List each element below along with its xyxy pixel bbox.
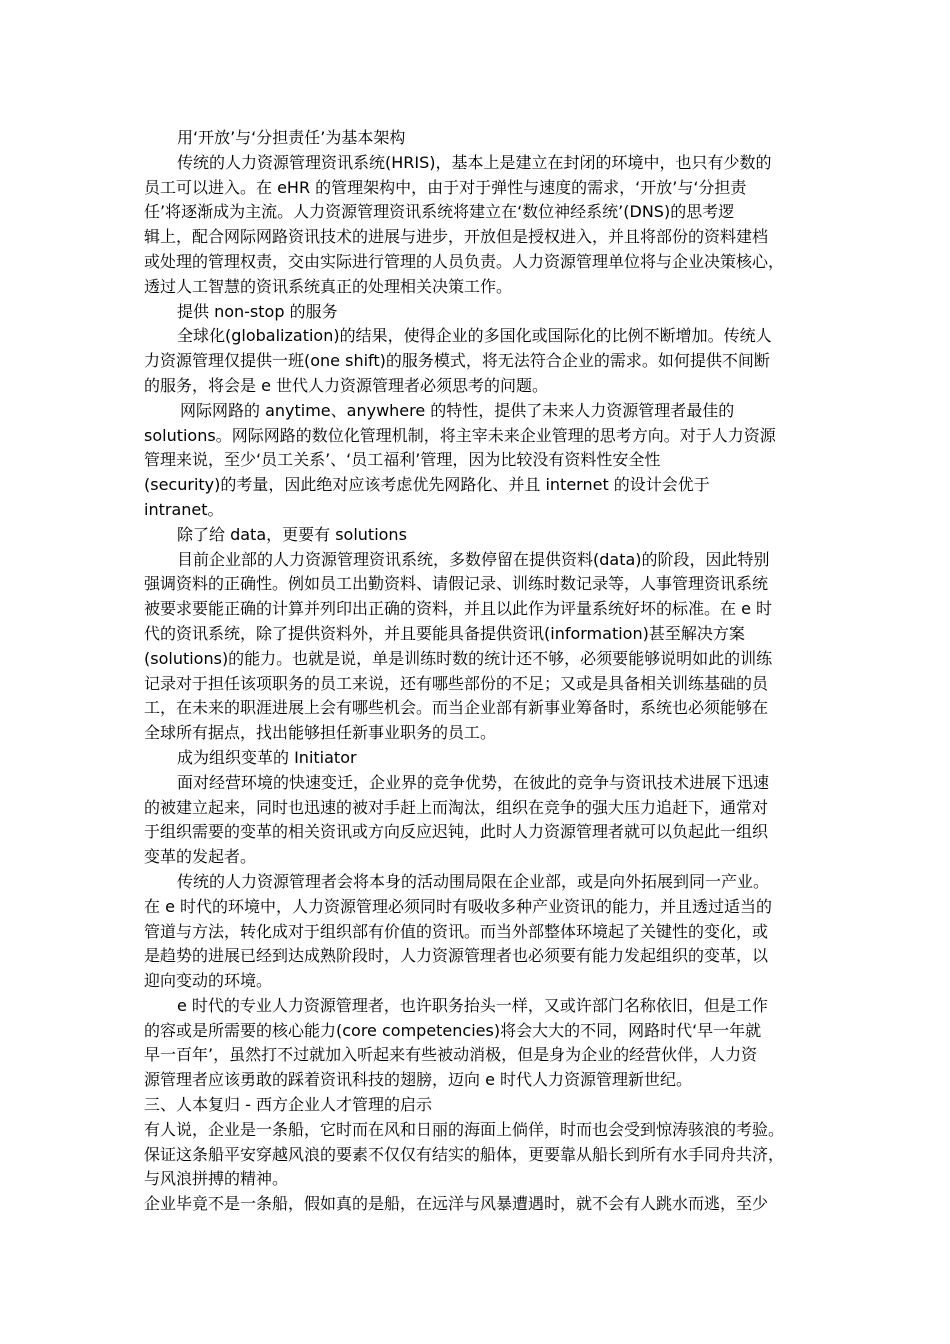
paragraph-line: 全球所有据点，找出能够担任新事业职务的员工。 <box>144 723 497 743</box>
paragraph-line: (solutions)的能力。也就是说，单是训练时数的统计还不够，必须要能够说明如此的训练 <box>144 648 773 668</box>
paragraph-line: 管理来说，至少‘员工关系’、‘员工福利’管理，因为比较没有资料性安全性 <box>144 450 661 470</box>
paragraph-line: 任’将逐渐成为主流。人力资源管理资讯系统将建立在‘数位神经系统’(DNS)的思考逻 <box>144 202 735 222</box>
paragraph-line: 的被建立起来，同时也迅速的被对手赶上而淘汰，组织在竞争的强大压力追赶下，通常对 <box>144 797 769 817</box>
paragraph-line: 早一百年’，虽然打不过就加入听起来有些被动消极，但是身为企业的经营伙伴，人力资 <box>144 1045 758 1065</box>
paragraph-line: 管道与方法，转化成对于组织部有价值的资讯。而当外部整体环境起了关键性的变化，或 <box>144 921 769 941</box>
section-heading-part-three: 三、人本复归 - 西方企业人才管理的启示 <box>144 1095 432 1115</box>
paragraph-line: (security)的考量，因此绝对应该考虑优先网路化、并且 internet 的设计会优于 <box>144 475 710 495</box>
paragraph-line: 源管理者应该勇敢的踩着资讯科技的翅膀，迈向 e 时代人力资源管理新世纪。 <box>144 1070 693 1090</box>
paragraph-line: intranet。 <box>144 499 224 519</box>
paragraph-line: 传统的人力资源管理资讯系统(HRIS)，基本上是建立在封闭的环境中，也只有少数的 <box>177 152 772 172</box>
paragraph-line: 的容或是所需要的核心能力(core competencies)将会大大的不同，网路时代‘早一年就 <box>144 1020 762 1040</box>
paragraph-line: 目前企业部的人力资源管理资讯系统，多数停留在提供资料(data)的阶段，因此特别 <box>177 549 770 569</box>
paragraph-line: e 时代的专业人力资源管理者，也许职务抬头一样，又或许部门名称依旧，但是工作 <box>177 995 768 1015</box>
paragraph-line: 或处理的管理权责，交由实际进行管理的人员负责。人力资源管理单位将与企业决策核心， <box>144 251 785 271</box>
paragraph-line: 于组织需要的变革的相关资讯或方向反应迟钝，此时人力资源管理者就可以负起此一组织 <box>144 822 769 842</box>
paragraph-line: 辑上，配合网际网路资讯技术的进展与进步，开放但是授权进入，并且将部份的资料建档 <box>144 227 769 247</box>
paragraph-line: 迎向变动的环境。 <box>144 971 273 991</box>
paragraph-line: 变革的发起者。 <box>144 847 257 867</box>
paragraph-line: solutions。网际网路的数位化管理机制，将主宰未来企业管理的思考方向。对于人力资源 <box>144 425 776 445</box>
paragraph-line: 强调资料的正确性。例如员工出勤资料、请假记录、训练时数记录等，人事管理资讯系统 <box>144 574 769 594</box>
paragraph-line: 记录对于担任该项职务的员工来说，还有哪些部份的不足；又或是具备相关训练基础的员 <box>144 673 769 693</box>
paragraph-line: 是趋势的进展已经到达成熟阶段时，人力资源管理者也必须要有能力发起组织的变革，以 <box>144 946 769 966</box>
paragraph-line: 传统的人力资源管理者会将本身的活动围局限在企业部，或是向外拓展到同一产业。 <box>177 871 770 891</box>
paragraph-line: 被要求要能正确的计算并列印出正确的资料，并且以此作为评量系统好坏的标准。在 e 时 <box>144 599 773 619</box>
paragraph-line: 的服务，将会是 e 世代人力资源管理者必须思考的问题。 <box>144 375 549 395</box>
paragraph-line: 工，在未来的职涯进展上会有哪些机会。而当企业部有新事业筹备时，系统也必须能够在 <box>144 698 769 718</box>
paragraph-line: 面对经营环境的快速变迁，企业界的竞争优势，在彼此的竞争与资讯技术进展下迅速 <box>177 772 770 792</box>
paragraph-line: 在 e 时代的环境中，人力资源管理必须同时有吸收多种产业资讯的能力，并且透过适当的 <box>144 896 773 916</box>
section-heading-initiator: 成为组织变革的 Initiator <box>177 747 357 767</box>
paragraph-line: 力资源管理仅提供一班(one shift)的服务模式，将无法符合企业的需求。如何提供不间断 <box>144 351 770 371</box>
paragraph-line: 代的资讯系统，除了提供资料外，并且要能具备提供资讯(information)甚至解决方案 <box>144 623 745 643</box>
paragraph-line: 与风浪拼搏的精神。 <box>144 1169 289 1189</box>
paragraph-line: 保证这条船平安穿越风浪的要素不仅仅有结实的船体，更要靠从船长到所有水手同舟共济， <box>144 1144 785 1164</box>
section-heading-open-architecture: 用‘开放’与‘分担责任’为基本架构 <box>177 128 406 147</box>
paragraph-line: 企业毕竟不是一条船，假如真的是船，在远洋与风暴遭遇时，就不会有人跳水而逃，至少 <box>144 1194 769 1214</box>
paragraph-line: 网际网路的 anytime、anywhere 的特性，提供了未来人力资源管理者最佳的 <box>180 400 735 420</box>
paragraph-line: 有人说，企业是一条船，它时而在风和日丽的海面上倘佯，时而也会受到惊涛骇浪的考验。 <box>144 1119 785 1139</box>
paragraph-line: 员工可以进入。在 eHR 的管理架构中，由于对于弹性与速度的需求，‘开放’与‘分担责 <box>144 177 747 197</box>
section-heading-data-solutions: 除了给 data，更要有 solutions <box>177 524 407 544</box>
section-heading-non-stop: 提供 non-stop 的服务 <box>177 301 338 321</box>
paragraph-line: 全球化(globalization)的结果，使得企业的多国化或国际化的比例不断增加。传统人 <box>177 326 772 346</box>
paragraph-line: 透过人工智慧的资讯系统真正的处理相关决策工作。 <box>144 276 513 296</box>
document-body <box>144 126 816 1217</box>
